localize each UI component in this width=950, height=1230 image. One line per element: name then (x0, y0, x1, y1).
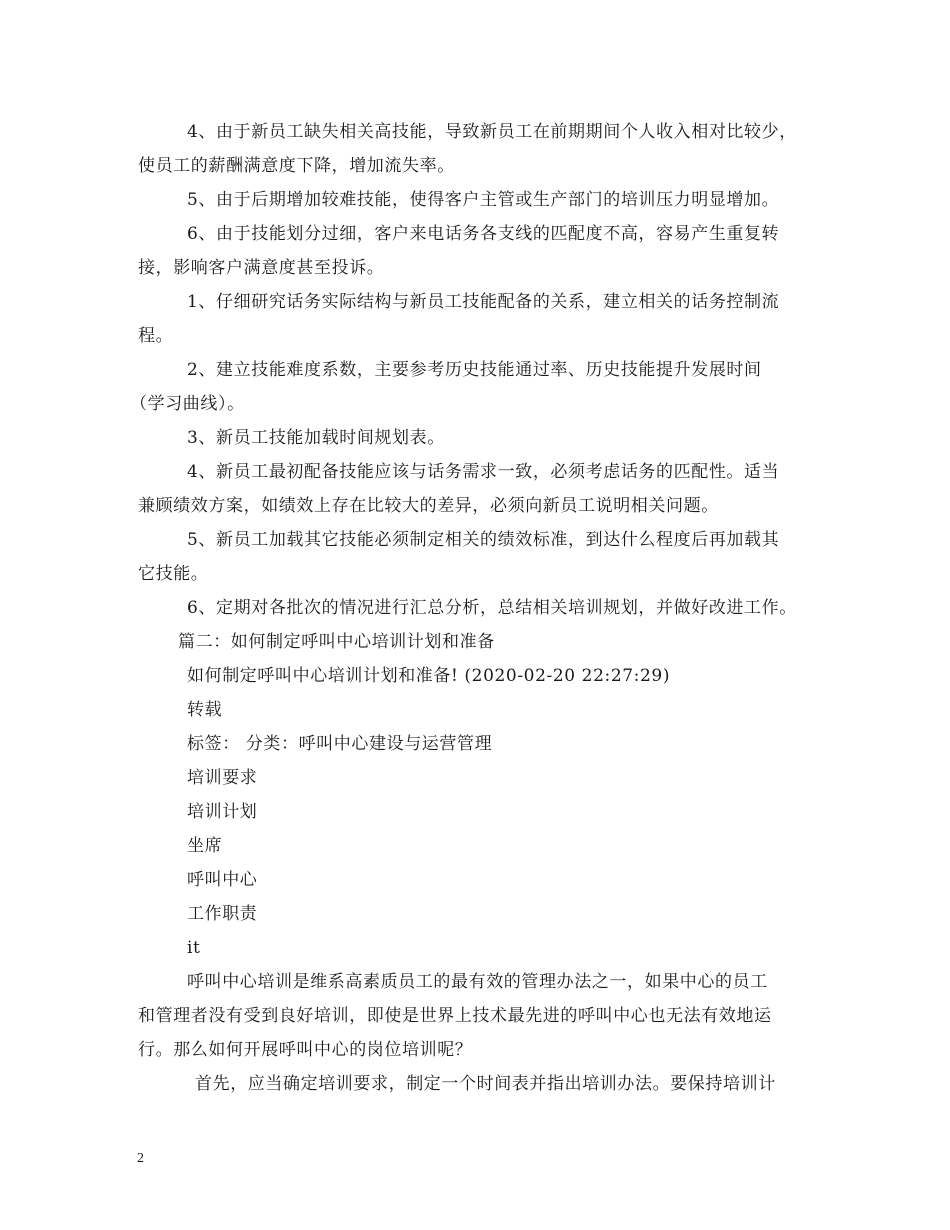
paragraph-3-line-2: 接，影响客户满意度甚至投诉。 (138, 258, 385, 278)
paragraph-3-line-1: 6、由于技能划分过细，客户来电话务各支线的匹配度不高，容易产生重复转 (187, 224, 780, 244)
paragraph-9-line-1: 6、定期对各批次的情况进行汇总分析，总结相关培训规划，并做好改进工作。 (187, 598, 797, 618)
paragraph-5-line-1: 2、建立技能难度系数，主要参考历史技能通过率、历史技能提升发展时间 (187, 360, 762, 380)
tag-item-2: 培训计划 (187, 802, 258, 822)
paragraph-8-line-2: 它技能。 (138, 564, 209, 584)
paragraph-6-line-1: 3、新员工技能加载时间规划表。 (187, 428, 445, 448)
paragraph-5-line-2: （学习曲线）。 (130, 394, 245, 414)
paragraph-7-line-2: 兼顾绩效方案，如绩效上存在比较大的差异，必须向新员工说明相关问题。 (138, 496, 719, 516)
paragraph-4-line-1: 1、仔细研究话务实际结构与新员工技能配备的关系，建立相关的话务控制流 (187, 292, 780, 312)
paragraph-7-line-1: 4、新员工最初配备技能应该与话务需求一致，必须考虑话务的匹配性。适当 (187, 462, 780, 482)
paragraph-4-line-2: 程。 (138, 326, 174, 346)
article-title: 如何制定呼叫中心培训计划和准备! (2020-02-20 22:27:29) (187, 666, 671, 686)
tag-item-4: 呼叫中心 (187, 870, 258, 890)
paragraph-1-line-2: 使员工的薪酬满意度下降，增加流失率。 (138, 156, 455, 176)
body-paragraph-line-1: 呼叫中心培训是维系高素质员工的最有效的管理办法之一，如果中心的员工 (187, 972, 768, 992)
section-heading: 篇二：如何制定呼叫中心培训计划和准备 (178, 632, 495, 652)
body-paragraph-line-2: 和管理者没有受到良好培训，即使是世界上技术最先进的呼叫中心也无法有效地运 (138, 1006, 772, 1026)
tag-item-3: 坐席 (187, 836, 223, 856)
tags-category-line: 标签： 分类：呼叫中心建设与运营管理 (187, 734, 493, 754)
final-paragraph-line-1: 首先，应当确定培训要求，制定一个时间表并指出培训办法。要保持培训计 (195, 1074, 776, 1094)
tag-item-1: 培训要求 (187, 768, 258, 788)
tag-item-5: 工作职责 (187, 904, 258, 924)
page-number: 2 (137, 1151, 144, 1166)
paragraph-8-line-1: 5、新员工加载其它技能必须制定相关的绩效标准，到达什么程度后再加载其 (187, 530, 780, 550)
paragraph-1-line-1: 4、由于新员工缺失相关高技能，导致新员工在前期期间个人收入相对比较少， (187, 122, 797, 142)
tag-item-6: it (187, 938, 201, 958)
repost-label: 转载 (187, 700, 223, 720)
paragraph-2-line-1: 5、由于后期增加较难技能，使得客户主管或生产部门的培训压力明显增加。 (187, 190, 780, 210)
body-paragraph-line-3: 行。那么如何开展呼叫中心的岗位培训呢？ (138, 1040, 473, 1060)
